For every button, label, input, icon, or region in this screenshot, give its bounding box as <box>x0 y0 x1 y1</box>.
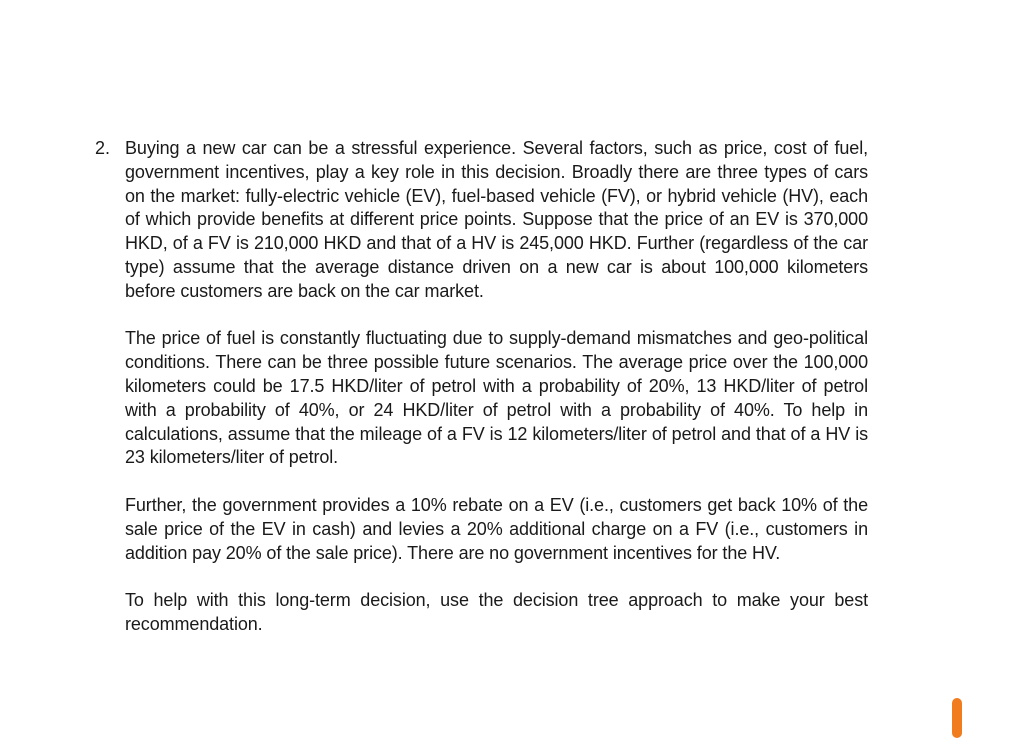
paragraph-government-incentives: Further, the government provides a 10% rebate on a EV (i.e., customers get back 10% of the sale price of the EV in cash) and levies a 20% additional charge on a FV (i.e., customers in addition pay 20% of the sale price). There are no government incentives for the HV. <box>125 494 868 563</box>
paragraph-fuel-price: The price of fuel is constantly fluctuating due to supply-demand mismatches and geo-political conditions. There can be three possible future scenarios. The average price over the 100,000 kilometers could be 17.5 HKD/liter of petrol with a probability of 20%, 13 HKD/liter of petrol with a probability of 40%, or 24 HKD/liter of petrol with a probability of 40%. To help in calculations, assume that the mileage of a FV is 12 kilometers/liter of petrol and that of a HV is 23 kilometers/liter of petrol. <box>125 328 868 468</box>
question-body <box>125 137 868 637</box>
question-number: 2. <box>95 138 111 158</box>
scroll-indicator[interactable] <box>952 698 962 738</box>
paragraph-instruction: To help with this long-term decision, use the decision tree approach to make your best recommendation. <box>125 590 868 634</box>
question-block <box>95 137 868 637</box>
paragraph-car-types: Buying a new car can be a stressful experience. Several factors, such as price, cost of fuel, government incentives, play a key role in this decision. Broadly there are three types of cars on the market: fully-electric vehicle (EV), fuel-based vehicle (FV), or hybrid vehicle (HV), each of which provide benefits at different price points. Suppose that the price of an EV is 370,000 HKD, of a FV is 210,000 HKD and that of a HV is 245,000 HKD. Further (regardless of the car type) assume that the average distance driven on a new car is about 100,000 kilometers before customers are back on the car market. <box>125 138 868 301</box>
